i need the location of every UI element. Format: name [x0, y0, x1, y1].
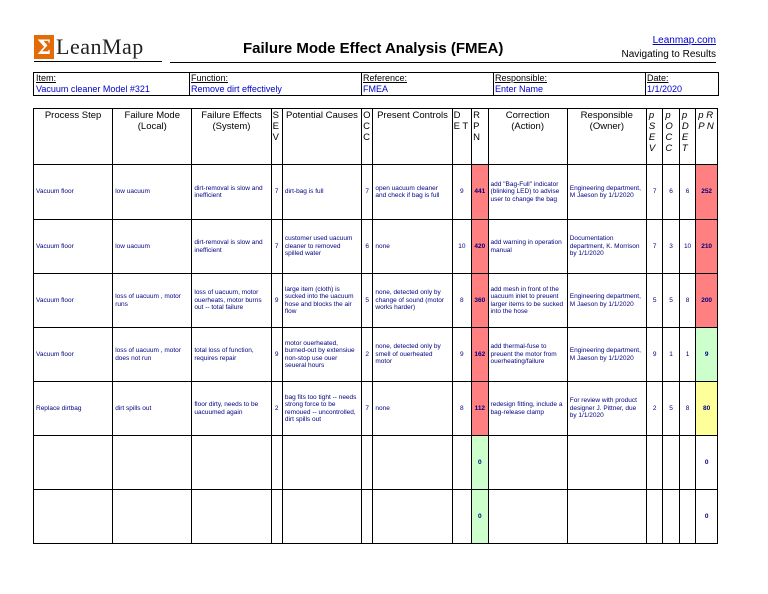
- controls-cell[interactable]: open uacuum cleaner and check if bag is full: [373, 165, 452, 220]
- process-cell[interactable]: Vacuum floor: [34, 274, 113, 328]
- prpn-cell[interactable]: 0: [696, 436, 718, 490]
- causes-cell[interactable]: customer used uacuum cleaner to removed spilled water: [282, 220, 361, 274]
- det-cell[interactable]: [452, 490, 472, 544]
- pdet-cell[interactable]: 1: [679, 328, 695, 382]
- causes-cell[interactable]: [282, 436, 361, 490]
- process-cell[interactable]: [34, 490, 113, 544]
- causes-cell[interactable]: bag fits too tight -- needs strong force to be remoued -- uncontrolled, dirt spills out: [282, 382, 361, 436]
- col-header-psev: p S E V: [646, 109, 662, 165]
- function-value: Remove dirt effectively: [191, 84, 282, 94]
- date-cell[interactable]: [645, 73, 718, 95]
- responsible-cell[interactable]: [493, 73, 645, 95]
- process-cell[interactable]: Replace dirtbag: [34, 382, 113, 436]
- correction-cell[interactable]: [488, 436, 567, 490]
- controls-cell[interactable]: none: [373, 220, 452, 274]
- reference-cell[interactable]: [361, 73, 493, 95]
- date-value: 1/1/2020: [647, 84, 683, 94]
- psev-cell[interactable]: [646, 490, 662, 544]
- prpn-cell[interactable]: 252: [696, 165, 718, 220]
- failure-mode-cell[interactable]: [113, 436, 192, 490]
- failure-mode-cell[interactable]: loss of uacuum , motor does not run: [113, 328, 192, 382]
- process-cell[interactable]: Vacuum floor: [34, 220, 113, 274]
- date-label: Date:: [647, 73, 669, 83]
- rpn-cell[interactable]: 360: [472, 274, 488, 328]
- det-cell[interactable]: 9: [452, 328, 472, 382]
- failure-effects-cell[interactable]: floor dirty, needs to be uacuumed again: [192, 382, 271, 436]
- col-header-occ: O C C: [362, 109, 373, 165]
- table-row: [34, 490, 718, 544]
- col-header-controls: Present Controls: [373, 109, 452, 165]
- prpn-cell[interactable]: 0: [696, 490, 718, 544]
- table-row: [34, 382, 718, 436]
- table-row: [34, 436, 718, 490]
- owner-cell[interactable]: [567, 436, 646, 490]
- controls-cell[interactable]: none, detected only by change of sound (motor works harder): [373, 274, 452, 328]
- correction-cell[interactable]: add thermal-fuse to preuent the motor from ouerheating/failure: [488, 328, 567, 382]
- failure-effects-cell[interactable]: loss of uacuum, motor ouerheats, motor burns out -- total failure: [192, 274, 271, 328]
- occ-cell[interactable]: 5: [362, 274, 373, 328]
- failure-mode-cell[interactable]: [113, 490, 192, 544]
- table-row: [34, 328, 718, 382]
- process-cell[interactable]: Vacuum floor: [34, 328, 113, 382]
- owner-cell[interactable]: For review with product designer J. Pittner, due by 1/1/2020: [567, 382, 646, 436]
- sev-cell[interactable]: 2: [271, 382, 282, 436]
- causes-cell[interactable]: [282, 490, 361, 544]
- leanmap-logo: [34, 35, 144, 59]
- col-header-pdet: p D E T: [679, 109, 695, 165]
- sev-cell[interactable]: 9: [271, 328, 282, 382]
- occ-cell[interactable]: 7: [362, 165, 373, 220]
- sev-cell[interactable]: 7: [271, 165, 282, 220]
- reference-value: FMEA: [363, 84, 389, 94]
- logo-text: LeanMap: [56, 34, 144, 59]
- pocc-cell[interactable]: 5: [663, 274, 679, 328]
- failure-mode-cell[interactable]: low uacuum: [113, 220, 192, 274]
- sev-cell[interactable]: [271, 490, 282, 544]
- occ-cell[interactable]: 7: [362, 382, 373, 436]
- occ-cell[interactable]: 6: [362, 220, 373, 274]
- col-header-rpn: R P N: [472, 109, 488, 165]
- fmea-table: [33, 108, 718, 544]
- item-cell[interactable]: [34, 73, 189, 95]
- col-header-pocc: p O C C: [663, 109, 679, 165]
- pdet-cell[interactable]: 6: [679, 165, 695, 220]
- failure-mode-cell[interactable]: low uacuum: [113, 165, 192, 220]
- rpn-cell[interactable]: 0: [472, 436, 488, 490]
- det-cell[interactable]: [452, 436, 472, 490]
- occ-cell[interactable]: [362, 490, 373, 544]
- causes-cell[interactable]: motor ouerheated, burned-out by extensiue non-stop use ouer seueral hours: [282, 328, 361, 382]
- failure-effects-cell[interactable]: [192, 490, 271, 544]
- col-header-failure-mode: Failure Mode (Local): [113, 109, 192, 165]
- col-header-process: Process Step: [34, 109, 113, 165]
- table-row: [34, 220, 718, 274]
- pocc-cell[interactable]: [663, 436, 679, 490]
- rpn-cell[interactable]: 112: [472, 382, 488, 436]
- responsible-label: Responsible:: [495, 73, 548, 83]
- tagline: Navigating to Results: [621, 49, 716, 60]
- controls-cell[interactable]: [373, 490, 452, 544]
- sigma-icon: Σ: [34, 35, 54, 59]
- prpn-cell[interactable]: 210: [696, 220, 718, 274]
- failure-effects-cell[interactable]: dirt-removal is slow and inefficient: [192, 220, 271, 274]
- col-header-sev: S E V: [271, 109, 282, 165]
- psev-cell[interactable]: 5: [646, 274, 662, 328]
- occ-cell[interactable]: 2: [362, 328, 373, 382]
- col-header-failure-effects: Failure Effects (System): [192, 109, 271, 165]
- det-cell[interactable]: 8: [452, 382, 472, 436]
- causes-cell[interactable]: dirt-bag is full: [282, 165, 361, 220]
- psev-cell[interactable]: 7: [646, 220, 662, 274]
- pocc-cell[interactable]: [663, 490, 679, 544]
- info-bar: [33, 72, 719, 96]
- sev-cell[interactable]: 9: [271, 274, 282, 328]
- title-underline: [170, 62, 716, 63]
- psev-cell[interactable]: 9: [646, 328, 662, 382]
- responsible-value: Enter Name: [495, 84, 544, 94]
- pdet-cell[interactable]: 8: [679, 274, 695, 328]
- sev-cell[interactable]: [271, 436, 282, 490]
- psev-cell[interactable]: [646, 436, 662, 490]
- reference-label: Reference:: [363, 73, 408, 83]
- correction-cell[interactable]: add mesh in front of the uacuum inlet to preuent larger items to be sucked into the hose: [488, 274, 567, 328]
- owner-cell[interactable]: Documentation department, K. Morrison by 1/1/2020: [567, 220, 646, 274]
- pocc-cell[interactable]: 1: [663, 328, 679, 382]
- owner-cell[interactable]: [567, 490, 646, 544]
- failure-effects-cell[interactable]: dirt-removal is slow and inefficient: [192, 165, 271, 220]
- item-label: Item:: [36, 73, 57, 83]
- det-cell[interactable]: 9: [452, 165, 472, 220]
- occ-cell[interactable]: [362, 436, 373, 490]
- col-header-causes: Potential Causes: [282, 109, 361, 165]
- col-header-owner: Responsible (Owner): [567, 109, 646, 165]
- failure-effects-cell[interactable]: [192, 436, 271, 490]
- causes-cell[interactable]: large item (cloth) is sucked into the uacuum hose and blocks the air flow: [282, 274, 361, 328]
- rpn-cell[interactable]: 420: [472, 220, 488, 274]
- pdet-cell[interactable]: [679, 436, 695, 490]
- rpn-cell[interactable]: 441: [472, 165, 488, 220]
- process-cell[interactable]: [34, 436, 113, 490]
- function-label: Function:: [191, 73, 229, 83]
- table-header-row: [34, 109, 718, 165]
- owner-cell[interactable]: Engineering department, M Jaeson by 1/1/2020: [567, 274, 646, 328]
- pdet-cell[interactable]: 10: [679, 220, 695, 274]
- prpn-cell[interactable]: 9: [696, 328, 718, 382]
- pdet-cell[interactable]: [679, 490, 695, 544]
- controls-cell[interactable]: [373, 436, 452, 490]
- page-title: Failure Mode Effect Analysis (FMEA): [243, 40, 504, 57]
- controls-cell[interactable]: none, detected only by smell of ouerheated motor: [373, 328, 452, 382]
- sev-cell[interactable]: 7: [271, 220, 282, 274]
- site-link[interactable]: Leanmap.com: [652, 35, 716, 46]
- pocc-cell[interactable]: 6: [663, 165, 679, 220]
- det-cell[interactable]: 10: [452, 220, 472, 274]
- process-cell[interactable]: Vacuum floor: [34, 165, 113, 220]
- prpn-cell[interactable]: 200: [696, 274, 718, 328]
- failure-mode-cell[interactable]: loss of uacuum , motor runs: [113, 274, 192, 328]
- col-header-prpn: p R P N: [696, 109, 718, 165]
- rpn-cell[interactable]: 0: [472, 490, 488, 544]
- correction-cell[interactable]: [488, 490, 567, 544]
- item-value: Vacuum cleaner Model #321: [36, 84, 150, 94]
- col-header-correction: Correction (Action): [488, 109, 567, 165]
- controls-cell[interactable]: none: [373, 382, 452, 436]
- pocc-cell[interactable]: 3: [663, 220, 679, 274]
- pocc-cell[interactable]: 5: [663, 382, 679, 436]
- table-row: [34, 274, 718, 328]
- owner-cell[interactable]: Engineering department, M Jaeson by 1/1/2020: [567, 328, 646, 382]
- failure-mode-cell[interactable]: dirt spills out: [113, 382, 192, 436]
- correction-cell[interactable]: redesign fitting, include a bag-release clamp: [488, 382, 567, 436]
- pdet-cell[interactable]: 8: [679, 382, 695, 436]
- det-cell[interactable]: 8: [452, 274, 472, 328]
- owner-cell[interactable]: Engineering department, M Jaeson by 1/1/2020: [567, 165, 646, 220]
- psev-cell[interactable]: 2: [646, 382, 662, 436]
- function-cell[interactable]: [189, 73, 361, 95]
- prpn-cell[interactable]: 80: [696, 382, 718, 436]
- correction-cell[interactable]: add warning in operation manual: [488, 220, 567, 274]
- psev-cell[interactable]: 7: [646, 165, 662, 220]
- col-header-det: D E T: [452, 109, 472, 165]
- rpn-cell[interactable]: 162: [472, 328, 488, 382]
- table-row: [34, 165, 718, 220]
- correction-cell[interactable]: add "Bag-Full" indicator (blinking LED) to advise user to change the bag: [488, 165, 567, 220]
- logo-underline: [34, 61, 162, 62]
- failure-effects-cell[interactable]: total loss of function, requires repair: [192, 328, 271, 382]
